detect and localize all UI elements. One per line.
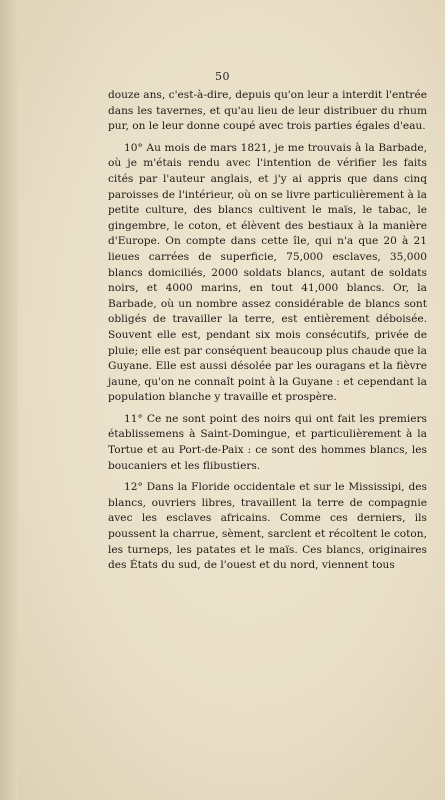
page-number: 50 bbox=[215, 70, 230, 83]
paragraph-item-11: 11° Ce ne sont point des noirs qui ont fait les premiers établissemens à Saint-Domingue, et particulièrement à la Tortue et au Port-de-Paix : ce sont des hommes blancs, les boucaniers et les flibustiers. bbox=[108, 412, 427, 472]
paragraph-item-12: 12° Dans la Floride occidentale et sur le Mississipi, des blancs, ouvriers libres, travaillent la terre de compagnie avec les esclaves africains. Comme ces derniers, ils poussent la charrue, sèment, sarclent et récoltent le coton, les turneps, les patates et le maïs. Ces blancs, originaires des États du sud, de l'ouest et du nord, viennent tous bbox=[108, 481, 427, 572]
body-text bbox=[108, 88, 427, 574]
paragraph-continuation: douze ans, c'est-à-dire, depuis qu'on leur a interdit l'entrée dans les tavernes, et qu'au lieu de leur distribuer du rhum pur, on le leur donne coupé avec trois parties égales d'eau. bbox=[108, 89, 427, 133]
page-gutter-shadow bbox=[0, 0, 18, 800]
paragraph-item-10: 10° Au mois de mars 1821, je me trouvais à la Barbade, où je m'étais rendu avec l'intention de vérifier les faits cités par l'auteur anglais, et j'y ai appris que dans cinq paroisses de l'intérieur, où on se livre particulièrement à la petite culture, des blancs cultivent le maïs, le tabac, le gingembre, le coton, et élèvent des bestiaux à la manière d'Europe. On compte dans cette île, qui n'a que 20 à 21 lieues carrées de superficie, 75,000 esclaves, 35,000 blancs domiciliés, 2000 soldats blancs, autant de soldats noirs, et 4000 marins, en tout 41,000 blancs. Or, la Barbade, où un nombre assez considérable de blancs sont obligés de travailler la terre, est entièrement déboisée. Souvent elle est, pendant six mois consécutifs, privée de pluie; elle est par conséquent beaucoup plus chaude que la Guyane. Elle est aussi désolée par les ouragans et la fièvre jaune, qu'on ne connaît point à la Guyane : et cependant la population blanche y travaille et prospère. bbox=[108, 141, 427, 404]
